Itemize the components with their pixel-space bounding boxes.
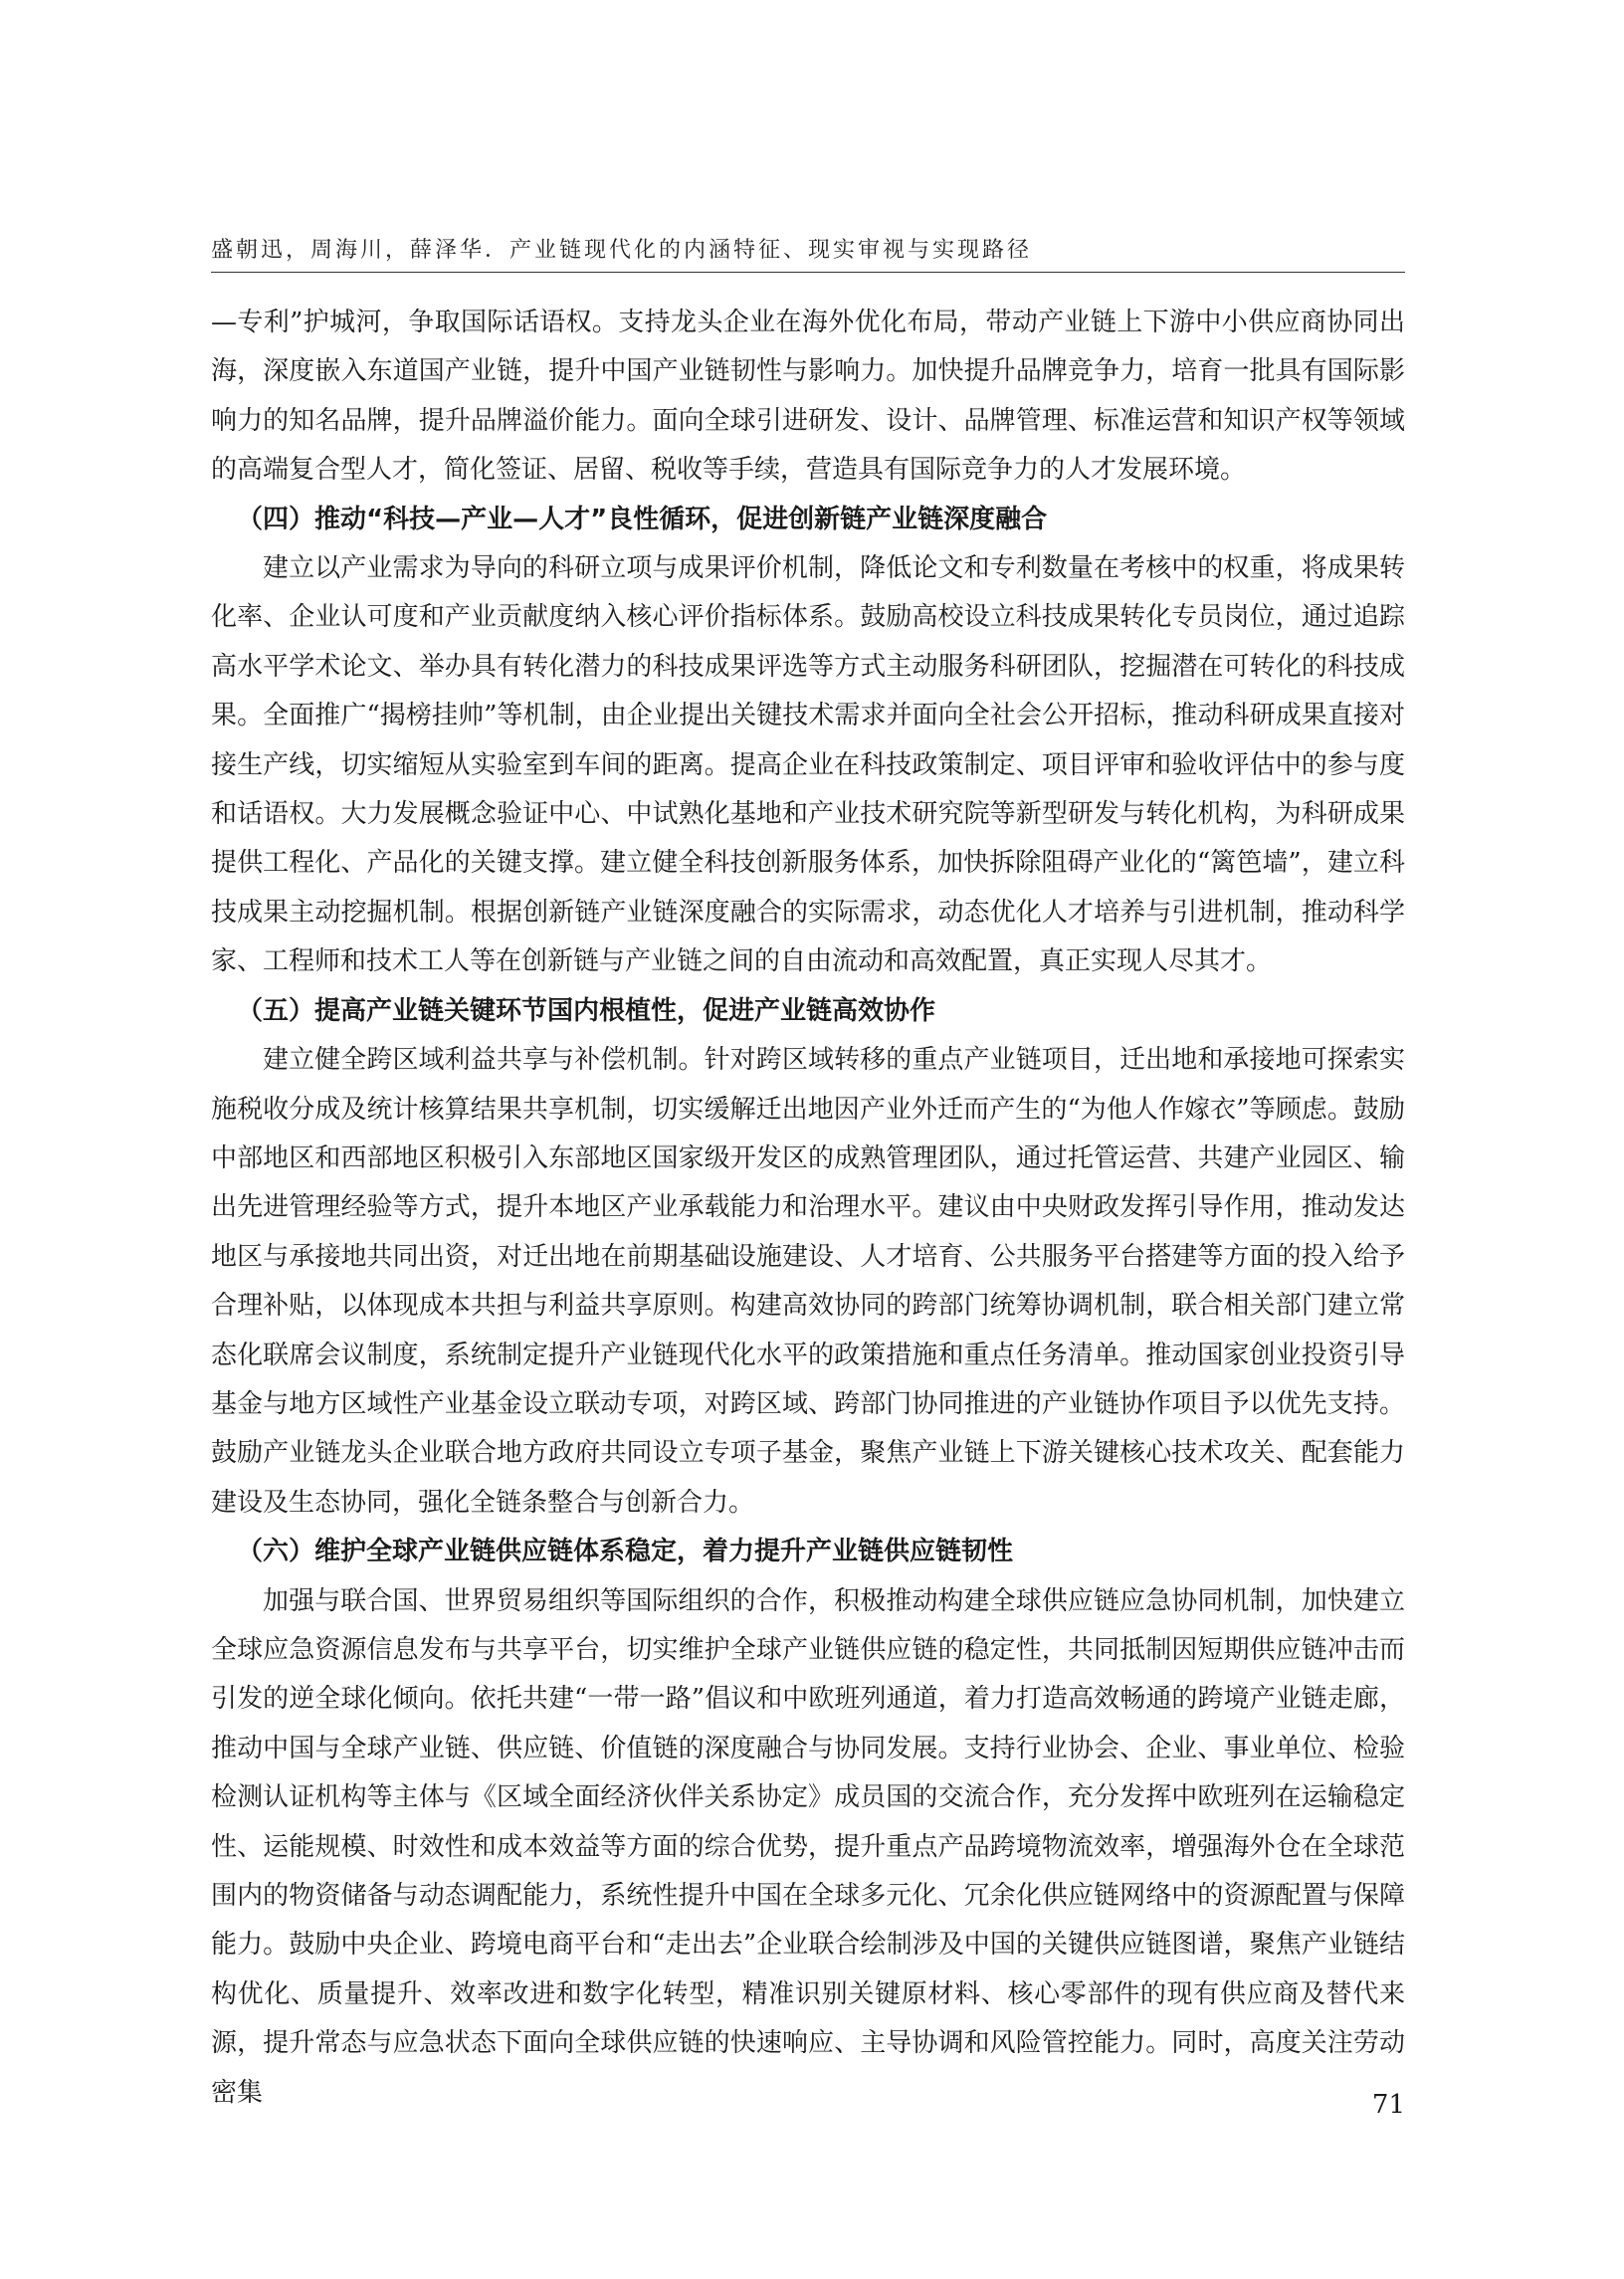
paragraph-innovation-chain: 建立以产业需求为导向的科研立项与成果评价机制，降低论文和专利数量在考核中的权重，将成果转化率、企业认可度和产业贡献度纳入核心评价指标体系。鼓励高校设立科技成果转化专员岗位，通过追踪高水平学术论文、举办具有转化潜力的科技成果评选等方式主动服务科研团队，挖掘潜在可转化的科技成果。全面推广“揭榜挂帅”等机制，由企业提出关键技术需求并面向全社会公开招标，推动科研成果直接对接生产线，切实缩短从实验室到车间的距离。提高企业在科技政策制定、项目评审和验收评估中的参与度和话语权。大力发展概念验证中心、中试熟化基地和产业技术研究院等新型研发与转化机构，为科研成果提供工程化、产品化的关键支撑。建立健全科技创新服务体系，加快拆除阻碍产业化的“篱笆墙”，建立科技成果主动挖掘机制。根据创新链产业链深度融合的实际需求，动态优化人才培养与引进机制，推动科学家、工程师和技术工人等在创新链与产业链之间的自由流动和高效配置，真正实现人尽其才。 bbox=[211, 553, 1405, 977]
article-body bbox=[211, 299, 1405, 2118]
section-heading-5: （五）提高产业链关键环节国内根植性，促进产业链高效协作 bbox=[237, 995, 936, 1026]
section-heading-4: （四）推动“科技—产业—人才”良性循环，促进创新链产业链深度融合 bbox=[237, 504, 1048, 534]
section-heading-6: （六）维护全球产业链供应链体系稳定，着力提升产业链供应链韧性 bbox=[237, 1537, 1014, 1567]
running-header: 盛朝迅，周海川，薛泽华．产业链现代化的内涵特征、现实审视与实现路径 bbox=[211, 238, 1033, 263]
paragraph-domestic-rootedness: 建立健全跨区域利益共享与补偿机制。针对跨区域转移的重点产业链项目，迁出地和承接地可探索实施税收分成及统计核算结果共享机制，切实缓解迁出地因产业外迁而产生的“为他人作嫁衣”等顾虑。鼓励中部地区和西部地区积极引入东部地区国家级开发区的成熟管理团队，通过托管运营、共建产业园区、输出先进管理经验等方式，提升本地区产业承载能力和治理水平。建议由中央财政发挥引导作用，推动发达地区与承接地共同出资，对迁出地在前期基础设施建设、人才培育、公共服务平台搭建等方面的投入给予合理补贴，以体现成本共担与利益共享原则。构建高效协同的跨部门统筹协调机制，联合相关部门建立常态化联席会议制度，系统制定提升产业链现代化水平的政策措施和重点任务清单。推动国家创业投资引导基金与地方区域性产业基金设立联动专项，对跨区域、跨部门协同推进的产业链协作项目予以优先支持。鼓励产业链龙头企业联合地方政府共同设立专项子基金，聚焦产业链上下游关键核心技术攻关、配套能力建设及生态协同，强化全链条整合与创新合力。 bbox=[211, 1045, 1405, 1518]
paragraph-continued: —专利”护城河，争取国际话语权。支持龙头企业在海外优化布局，带动产业链上下游中小供应商协同出海，深度嵌入东道国产业链，提升中国产业链韧性与影响力。加快提升品牌竞争力，培育一批具有国际影响力的知名品牌，提升品牌溢价能力。面向全球引进研发、设计、品牌管理、标准运营和知识产权等领域的高端复合型人才，简化签证、居留、税收等手续，营造具有国际竞争力的人才发展环境。 bbox=[211, 308, 1405, 486]
header-divider bbox=[211, 272, 1405, 273]
page-number: 71 bbox=[1371, 2090, 1405, 2120]
paragraph-global-supply-chain: 加强与联合国、世界贸易组织等国际组织的合作，积极推动构建全球供应链应急协同机制，加快建立全球应急资源信息发布与共享平台，切实维护全球产业链供应链的稳定性，共同抵制因短期供应链冲击而引发的逆全球化倾向。依托共建“一带一路”倡议和中欧班列通道，着力打造高效畅通的跨境产业链走廊，推动中国与全球产业链、供应链、价值链的深度融合与协同发展。支持行业协会、企业、事业单位、检验检测认证机构等主体与《区域全面经济伙伴关系协定》成员国的交流合作，充分发挥中欧班列在运输稳定性、运能规模、时效性和成本效益等方面的综合优势，提升重点产品跨境物流效率，增强海外仓在全球范围内的物资储备与动态调配能力，系统性提升中国在全球多元化、冗余化供应链网络中的资源配置与保障能力。鼓励中央企业、跨境电商平台和“走出去”企业联合绘制涉及中国的关键供应链图谱，聚焦产业链结构优化、质量提升、效率改进和数字化转型，精准识别关键原材料、核心零部件的现有供应商及替代来源，提升常态与应急状态下面向全球供应链的快速响应、主导协调和风险管控能力。同时，高度关注劳动密集 bbox=[211, 1585, 1405, 2108]
